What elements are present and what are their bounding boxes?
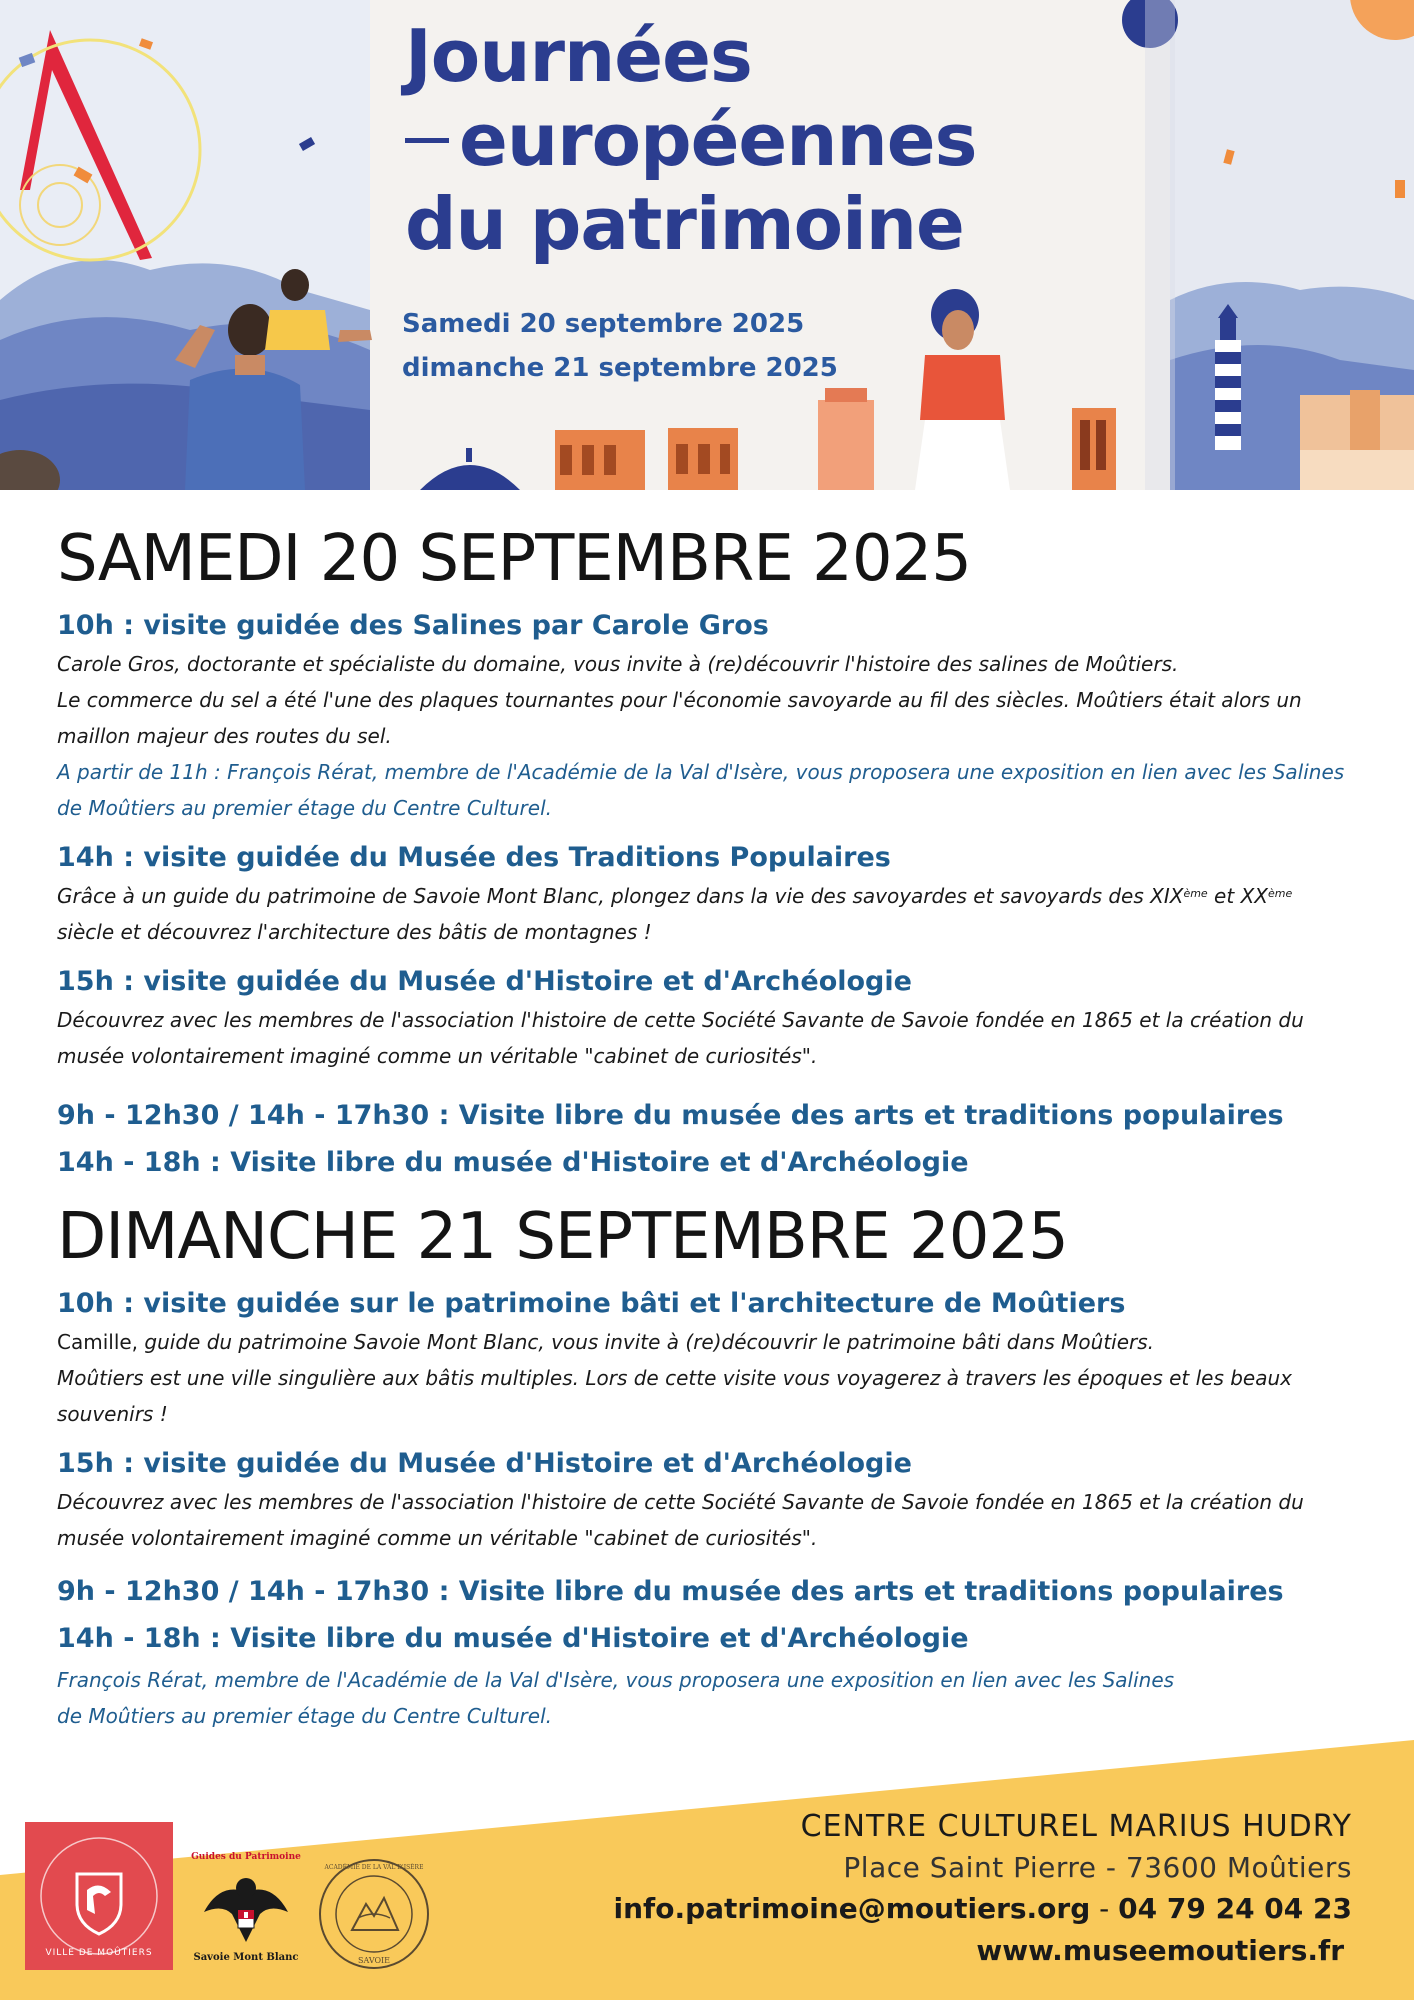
guides-logo-text-top: Guides du Patrimoine xyxy=(191,1852,301,1862)
event-title: 10h : visite guidée sur le patrimoine bâti et l'architecture de Moûtiers xyxy=(57,1288,1126,1319)
event-description xyxy=(57,878,1347,950)
desc-part: siècle et découvrez l'architecture des bâtis de montagnes ! xyxy=(57,920,652,944)
banner-date-saturday: Samedi 20 septembre 2025 xyxy=(402,309,805,339)
banner-title-line1: Journées xyxy=(405,14,752,98)
sunday-event-architecture xyxy=(57,1284,1347,1432)
event-description: Le commerce du sel a été l'une des plaques tournantes pour l'économie savoyarde au fil des siècles. Moûtiers était alors un maillon majeur des routes du sel. xyxy=(57,688,1302,748)
saturday-event-traditions xyxy=(57,838,1347,950)
superscript: ème xyxy=(1183,887,1208,900)
sunday-open-visits xyxy=(57,1568,1347,1734)
academie-val-isere-logo xyxy=(318,1858,430,1970)
guide-name: Camille, xyxy=(57,1330,139,1354)
academie-text-bottom: SAVOIE xyxy=(357,1956,391,1965)
saturday-event-salines xyxy=(57,606,1347,826)
phone-number[interactable]: 04 79 24 04 23 xyxy=(1118,1892,1352,1925)
event-description: Découvrez avec les membres de l'association l'histoire de cette Société Savante de Savoie fondée en 1865 et la création du musée volontairement imaginé comme un véritable "cabinet de curiosités". xyxy=(57,1008,1304,1068)
separator: - xyxy=(1090,1892,1119,1925)
event-title: 15h : visite guidée du Musée d'Histoire et d'Archéologie xyxy=(57,1448,912,1479)
banner-date-sunday: dimanche 21 septembre 2025 xyxy=(402,353,838,383)
event-note: A partir de 11h : François Rérat, membre de l'Académie de la Val d'Isère, vous proposera une exposition en lien avec les Salines de Moûtiers au premier étage du Centre Culturel. xyxy=(57,760,1345,820)
event-title: 14h : visite guidée du Musée des Traditions Populaires xyxy=(57,842,891,873)
sunday-note: François Rérat, membre de l'Académie de la Val d'Isère, vous proposera une exposition en lien avec les Salines xyxy=(57,1668,1175,1692)
ville-moutiers-logo-text: VILLE DE MOÛTIERS xyxy=(45,1948,153,1958)
event-title: 15h : visite guidée du Musée d'Histoire et d'Archéologie xyxy=(57,966,912,997)
sunday-note: de Moûtiers au premier étage du Centre Culturel. xyxy=(57,1704,552,1728)
open-visit: 9h - 12h30 / 14h - 17h30 : Visite libre du musée des arts et traditions populaires xyxy=(57,1100,1284,1131)
banner-title xyxy=(405,14,976,266)
banner-dates xyxy=(402,302,838,390)
contact-line xyxy=(614,1888,1353,1930)
sunday-event-histoire xyxy=(57,1444,1347,1556)
desc-part: Grâce à un guide du patrimoine de Savoie Mont Blanc, plongez dans la vie des savoyardes et savoyards des XIX xyxy=(57,884,1184,908)
event-description: Découvrez avec les membres de l'association l'histoire de cette Société Savante de Savoie fondée en 1865 et la création du musée volontairement imaginé comme un véritable "cabinet de curiosités". xyxy=(57,1490,1304,1550)
event-description: Carole Gros, doctorante et spécialiste du domaine, vous invite à (re)découvrir l'histoire des salines de Moûtiers. xyxy=(57,652,1179,676)
saturday-event-histoire xyxy=(57,962,1347,1074)
open-visit: 9h - 12h30 / 14h - 17h30 : Visite libre du musée des arts et traditions populaires xyxy=(57,1576,1284,1607)
website-link[interactable]: www.museemoutiers.fr xyxy=(976,1934,1344,1967)
banner-title-line3: du patrimoine xyxy=(405,182,964,266)
event-description xyxy=(57,1324,1347,1360)
desc-part: guide du patrimoine Savoie Mont Blanc, vous invite à (re)découvrir le patrimoine bâti dans Moûtiers. xyxy=(138,1330,1155,1354)
title-dash xyxy=(405,138,449,143)
header-banner xyxy=(0,0,1414,490)
event-title: 10h : visite guidée des Salines par Carole Gros xyxy=(57,610,769,641)
superscript: ème xyxy=(1267,887,1293,900)
desc-part: et XX xyxy=(1207,884,1268,908)
banner-title-line2-text: européennes xyxy=(459,98,977,182)
footer-contact xyxy=(614,1806,1353,1972)
banner-title-line2 xyxy=(405,98,976,182)
academie-text-top: ACADÉMIE DE LA VAL D'ISÈRE xyxy=(324,1864,424,1871)
open-visit: 14h - 18h : Visite libre du musée d'Histoire et d'Archéologie xyxy=(57,1623,969,1654)
ville-moutiers-logo xyxy=(25,1822,173,1970)
sunday-title: DIMANCHE 21 SEPTEMBRE 2025 xyxy=(57,1200,1068,1274)
event-description: Moûtiers est une ville singulière aux bâtis multiples. Lors de cette visite vous voyagerez à travers les époques et les beaux souvenirs ! xyxy=(57,1366,1292,1426)
program-content xyxy=(57,520,1347,1734)
saturday-title: SAMEDI 20 SEPTEMBRE 2025 xyxy=(57,522,971,596)
saturday-open-visits xyxy=(57,1092,1347,1186)
venue-name: CENTRE CULTUREL MARIUS HUDRY xyxy=(800,1809,1352,1844)
guides-logo-text-bottom: Savoie Mont Blanc xyxy=(193,1952,299,1963)
guides-patrimoine-logo xyxy=(190,1852,302,1970)
open-visit: 14h - 18h : Visite libre du musée d'Histoire et d'Archéologie xyxy=(57,1147,969,1178)
venue-address: Place Saint Pierre - 73600 Moûtiers xyxy=(843,1851,1352,1884)
academie-seal xyxy=(318,1858,430,1970)
email-link[interactable]: info.patrimoine@moutiers.org xyxy=(613,1892,1091,1925)
